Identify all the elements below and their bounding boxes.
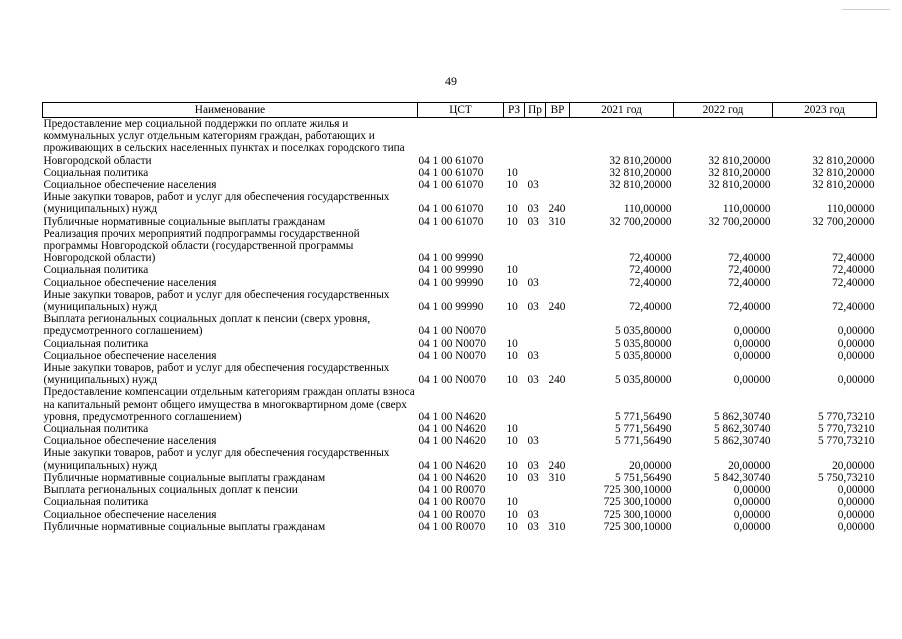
row-name: Социальная политика bbox=[43, 496, 149, 509]
row-name: Реализация прочих мероприятий подпрограммы государственной программы Новгородской области (государственной программы Новгородской области) bbox=[43, 227, 360, 265]
row-cst: 04 1 00 R0070 bbox=[418, 484, 486, 497]
row-vr: 240 bbox=[548, 374, 566, 387]
table-row bbox=[43, 228, 877, 265]
row-cst: 04 1 00 N0070 bbox=[418, 325, 486, 338]
row-2021: 32 810,20000 bbox=[609, 154, 672, 167]
row-2022: 0,00000 bbox=[733, 484, 771, 497]
table-row bbox=[43, 521, 877, 533]
row-cst: 04 1 00 61070 bbox=[418, 179, 484, 192]
table-row bbox=[43, 179, 877, 191]
table-row bbox=[43, 118, 877, 167]
table-row bbox=[43, 484, 877, 496]
row-2021: 72,40000 bbox=[629, 264, 672, 277]
row-rz bbox=[504, 313, 525, 337]
header-rz: РЗ bbox=[504, 103, 525, 118]
row-name: Социальное обеспечение населения bbox=[43, 349, 217, 362]
table-header-row bbox=[43, 103, 877, 118]
row-2021: 20,00000 bbox=[629, 459, 672, 472]
row-vr: 240 bbox=[548, 459, 566, 472]
row-pr bbox=[525, 313, 546, 337]
row-2022: 72,40000 bbox=[728, 264, 771, 277]
row-cst: 04 1 00 N4620 bbox=[418, 435, 486, 448]
row-name: Социальное обеспечение населения bbox=[43, 276, 217, 289]
row-cst: 04 1 00 R0070 bbox=[418, 508, 486, 521]
row-name: Предоставление мер социальной поддержки по оплате жилья и коммунальных услуг отдельным категориям граждан, работающих и проживающих в сельских населенных пунктах и поселках городского типа Новгородской области bbox=[43, 118, 405, 167]
table-row bbox=[43, 509, 877, 521]
row-2023: 0,00000 bbox=[837, 349, 875, 362]
row-pr: 03 bbox=[527, 349, 539, 362]
row-cst: 04 1 00 61070 bbox=[418, 166, 484, 179]
row-2021: 5 751,56490 bbox=[615, 471, 672, 484]
row-2021: 725 300,10000 bbox=[603, 496, 672, 509]
row-vr bbox=[546, 496, 570, 508]
table-row bbox=[43, 350, 877, 362]
row-rz: 10 bbox=[506, 349, 518, 362]
row-2023: 72,40000 bbox=[832, 276, 875, 289]
row-2022: 72,40000 bbox=[728, 252, 771, 265]
row-rz bbox=[504, 118, 525, 167]
row-2023: 72,40000 bbox=[832, 264, 875, 277]
row-2023: 32 810,20000 bbox=[812, 166, 875, 179]
table-row bbox=[43, 216, 877, 228]
row-pr bbox=[525, 423, 546, 435]
row-2023: 0,00000 bbox=[837, 508, 875, 521]
row-2023: 0,00000 bbox=[837, 484, 875, 497]
row-pr: 03 bbox=[527, 215, 539, 228]
row-pr bbox=[525, 338, 546, 350]
row-2023: 32 810,20000 bbox=[812, 179, 875, 192]
header-2022: 2022 год bbox=[674, 103, 773, 118]
row-pr: 03 bbox=[527, 374, 539, 387]
row-2022: 32 700,20000 bbox=[708, 215, 771, 228]
row-2022: 0,00000 bbox=[733, 337, 771, 350]
row-vr: 310 bbox=[548, 215, 566, 228]
row-cst: 04 1 00 N4620 bbox=[418, 459, 486, 472]
row-vr: 310 bbox=[548, 520, 566, 533]
row-2023: 5 750,73210 bbox=[818, 471, 875, 484]
row-vr bbox=[546, 423, 570, 435]
header-pr: Пр bbox=[525, 103, 546, 118]
row-2022: 72,40000 bbox=[728, 276, 771, 289]
row-vr bbox=[546, 386, 570, 423]
table-row bbox=[43, 362, 877, 386]
row-rz bbox=[504, 484, 525, 496]
row-rz: 10 bbox=[506, 215, 518, 228]
row-rz: 10 bbox=[506, 264, 518, 277]
row-vr bbox=[546, 228, 570, 265]
row-pr bbox=[525, 118, 546, 167]
row-2022: 5 862,30740 bbox=[714, 435, 771, 448]
row-cst: 04 1 00 R0070 bbox=[418, 520, 486, 533]
row-pr bbox=[525, 484, 546, 496]
row-name: Иные закупки товаров, работ и услуг для обеспечения государственных (муниципальных) нужд bbox=[43, 191, 390, 216]
row-name: Социальное обеспечение населения bbox=[43, 508, 217, 521]
row-vr bbox=[546, 264, 570, 276]
row-2023: 32 810,20000 bbox=[812, 154, 875, 167]
row-pr: 03 bbox=[527, 520, 539, 533]
row-name: Социальная политика bbox=[43, 423, 149, 436]
row-2023: 72,40000 bbox=[832, 301, 875, 314]
row-2021: 5 035,80000 bbox=[615, 374, 672, 387]
row-2022: 0,00000 bbox=[733, 374, 771, 387]
row-rz: 10 bbox=[506, 508, 518, 521]
row-vr: 240 bbox=[548, 301, 566, 314]
row-2022: 5 842,30740 bbox=[714, 471, 771, 484]
row-rz: 10 bbox=[506, 459, 518, 472]
row-2021: 5 771,56490 bbox=[615, 410, 672, 423]
row-pr bbox=[525, 264, 546, 276]
row-cst: 04 1 00 99990 bbox=[418, 252, 484, 265]
row-2021: 5 035,80000 bbox=[615, 349, 672, 362]
row-rz: 10 bbox=[506, 301, 518, 314]
row-rz: 10 bbox=[506, 471, 518, 484]
row-name: Социальное обеспечение населения bbox=[43, 435, 217, 448]
row-name: Социальная политика bbox=[43, 264, 149, 277]
row-2022: 0,00000 bbox=[733, 496, 771, 509]
row-2021: 725 300,10000 bbox=[603, 484, 672, 497]
table-row bbox=[43, 447, 877, 471]
scan-edge-line bbox=[842, 9, 890, 10]
row-rz: 10 bbox=[506, 179, 518, 192]
row-name: Публичные нормативные социальные выплаты гражданам bbox=[43, 520, 326, 533]
table-row bbox=[43, 191, 877, 215]
row-rz: 10 bbox=[506, 423, 518, 436]
row-vr: 310 bbox=[548, 471, 566, 484]
row-cst: 04 1 00 61070 bbox=[418, 203, 484, 216]
row-cst: 04 1 00 N0070 bbox=[418, 349, 486, 362]
row-2023: 5 770,73210 bbox=[818, 423, 875, 436]
row-vr: 240 bbox=[548, 203, 566, 216]
row-cst: 04 1 00 99990 bbox=[418, 301, 484, 314]
row-pr: 03 bbox=[527, 459, 539, 472]
table-row bbox=[43, 264, 877, 276]
row-2022: 32 810,20000 bbox=[708, 179, 771, 192]
row-pr bbox=[525, 167, 546, 179]
row-pr: 03 bbox=[527, 301, 539, 314]
row-cst: 04 1 00 N4620 bbox=[418, 423, 486, 436]
row-pr: 03 bbox=[527, 276, 539, 289]
row-2022: 5 862,30740 bbox=[714, 423, 771, 436]
table-row bbox=[43, 472, 877, 484]
row-2023: 5 770,73210 bbox=[818, 410, 875, 423]
row-name: Предоставление компенсации отдельным категориям граждан оплаты взноса на капитальный ремонт общего имущества в многоквартирном доме (сверх уровня, предусмотренного соглашением) bbox=[43, 386, 415, 423]
row-2021: 5 771,56490 bbox=[615, 435, 672, 448]
row-2023: 32 700,20000 bbox=[812, 215, 875, 228]
header-cst: ЦСТ bbox=[418, 103, 504, 118]
row-cst: 04 1 00 99990 bbox=[418, 276, 484, 289]
row-name: Иные закупки товаров, работ и услуг для обеспечения государственных (муниципальных) нужд bbox=[43, 288, 390, 314]
row-rz: 10 bbox=[506, 276, 518, 289]
row-cst: 04 1 00 N4620 bbox=[418, 410, 486, 423]
row-2022: 0,00000 bbox=[733, 325, 771, 338]
row-pr: 03 bbox=[527, 203, 539, 216]
row-vr bbox=[546, 435, 570, 447]
row-2021: 32 700,20000 bbox=[609, 215, 672, 228]
page-number: 49 bbox=[445, 74, 457, 88]
row-name: Иные закупки товаров, работ и услуг для обеспечения государственных (муниципальных) нужд bbox=[43, 447, 390, 472]
row-2021: 5 035,80000 bbox=[615, 337, 672, 350]
row-2022: 0,00000 bbox=[733, 349, 771, 362]
row-2021: 72,40000 bbox=[629, 252, 672, 265]
row-vr bbox=[546, 277, 570, 289]
row-2023: 0,00000 bbox=[837, 374, 875, 387]
row-cst: 04 1 00 61070 bbox=[418, 215, 484, 228]
row-vr bbox=[546, 179, 570, 191]
row-2022: 0,00000 bbox=[733, 508, 771, 521]
row-name: Публичные нормативные социальные выплаты гражданам bbox=[43, 215, 326, 228]
table-row bbox=[43, 496, 877, 508]
row-cst: 04 1 00 99990 bbox=[418, 264, 484, 277]
table-row bbox=[43, 277, 877, 289]
header-2023: 2023 год bbox=[773, 103, 877, 118]
table-row bbox=[43, 289, 877, 313]
row-2023: 0,00000 bbox=[837, 496, 875, 509]
row-2023: 0,00000 bbox=[837, 520, 875, 533]
row-cst: 04 1 00 61070 bbox=[418, 154, 484, 167]
row-2023: 72,40000 bbox=[832, 252, 875, 265]
row-2021: 725 300,10000 bbox=[603, 508, 672, 521]
row-vr bbox=[546, 118, 570, 167]
row-vr bbox=[546, 313, 570, 337]
row-2021: 725 300,10000 bbox=[603, 520, 672, 533]
row-name: Иные закупки товаров, работ и услуг для обеспечения государственных (муниципальных) нужд bbox=[43, 362, 390, 387]
row-pr bbox=[525, 496, 546, 508]
row-rz: 10 bbox=[506, 166, 518, 179]
row-2021: 72,40000 bbox=[629, 276, 672, 289]
row-2021: 5 771,56490 bbox=[615, 423, 672, 436]
table-row bbox=[43, 167, 877, 179]
row-vr bbox=[546, 484, 570, 496]
row-2021: 5 035,80000 bbox=[615, 325, 672, 338]
row-vr bbox=[546, 167, 570, 179]
row-2022: 32 810,20000 bbox=[708, 166, 771, 179]
row-2022: 20,00000 bbox=[728, 459, 771, 472]
budget-table bbox=[42, 102, 877, 533]
row-2022: 72,40000 bbox=[728, 301, 771, 314]
row-2021: 32 810,20000 bbox=[609, 179, 672, 192]
row-pr: 03 bbox=[527, 471, 539, 484]
row-2021: 32 810,20000 bbox=[609, 166, 672, 179]
row-pr: 03 bbox=[527, 508, 539, 521]
row-2021: 110,00000 bbox=[623, 203, 672, 216]
row-name: Социальная политика bbox=[43, 166, 149, 179]
row-name: Публичные нормативные социальные выплаты гражданам bbox=[43, 471, 326, 484]
row-cst: 04 1 00 N0070 bbox=[418, 374, 486, 387]
row-name: Выплата региональных социальных доплат к пенсии (сверх уровня, предусмотренного соглашением) bbox=[43, 313, 371, 338]
table-row bbox=[43, 423, 877, 435]
row-name: Социальная политика bbox=[43, 337, 149, 350]
row-rz: 10 bbox=[506, 337, 518, 350]
row-rz: 10 bbox=[506, 520, 518, 533]
table-row bbox=[43, 338, 877, 350]
table-row bbox=[43, 313, 877, 337]
row-pr bbox=[525, 386, 546, 423]
row-2023: 0,00000 bbox=[837, 325, 875, 338]
row-2023: 5 770,73210 bbox=[818, 435, 875, 448]
row-2021: 72,40000 bbox=[629, 301, 672, 314]
row-2022: 32 810,20000 bbox=[708, 154, 771, 167]
row-pr: 03 bbox=[527, 435, 539, 448]
row-cst: 04 1 00 N4620 bbox=[418, 471, 486, 484]
row-2022: 110,00000 bbox=[722, 203, 771, 216]
row-pr: 03 bbox=[527, 179, 539, 192]
table-row bbox=[43, 435, 877, 447]
row-rz bbox=[504, 386, 525, 423]
row-2022: 0,00000 bbox=[733, 520, 771, 533]
row-vr bbox=[546, 350, 570, 362]
row-vr bbox=[546, 338, 570, 350]
row-pr bbox=[525, 228, 546, 265]
header-vr: ВР bbox=[546, 103, 570, 118]
row-2023: 110,00000 bbox=[826, 203, 875, 216]
row-cst: 04 1 00 R0070 bbox=[418, 496, 486, 509]
row-cst: 04 1 00 N0070 bbox=[418, 337, 486, 350]
row-rz: 10 bbox=[506, 435, 518, 448]
row-name: Выплата региональных социальных доплат к пенсии bbox=[43, 484, 298, 497]
row-vr bbox=[546, 509, 570, 521]
row-2023: 0,00000 bbox=[837, 337, 875, 350]
header-2021: 2021 год bbox=[570, 103, 674, 118]
row-2022: 5 862,30740 bbox=[714, 410, 771, 423]
table-row bbox=[43, 386, 877, 423]
header-name: Наименование bbox=[43, 103, 418, 118]
row-rz: 10 bbox=[506, 203, 518, 216]
row-rz: 10 bbox=[506, 496, 518, 509]
row-name: Социальное обеспечение населения bbox=[43, 179, 217, 192]
row-rz bbox=[504, 228, 525, 265]
row-2023: 20,00000 bbox=[832, 459, 875, 472]
row-rz: 10 bbox=[506, 374, 518, 387]
